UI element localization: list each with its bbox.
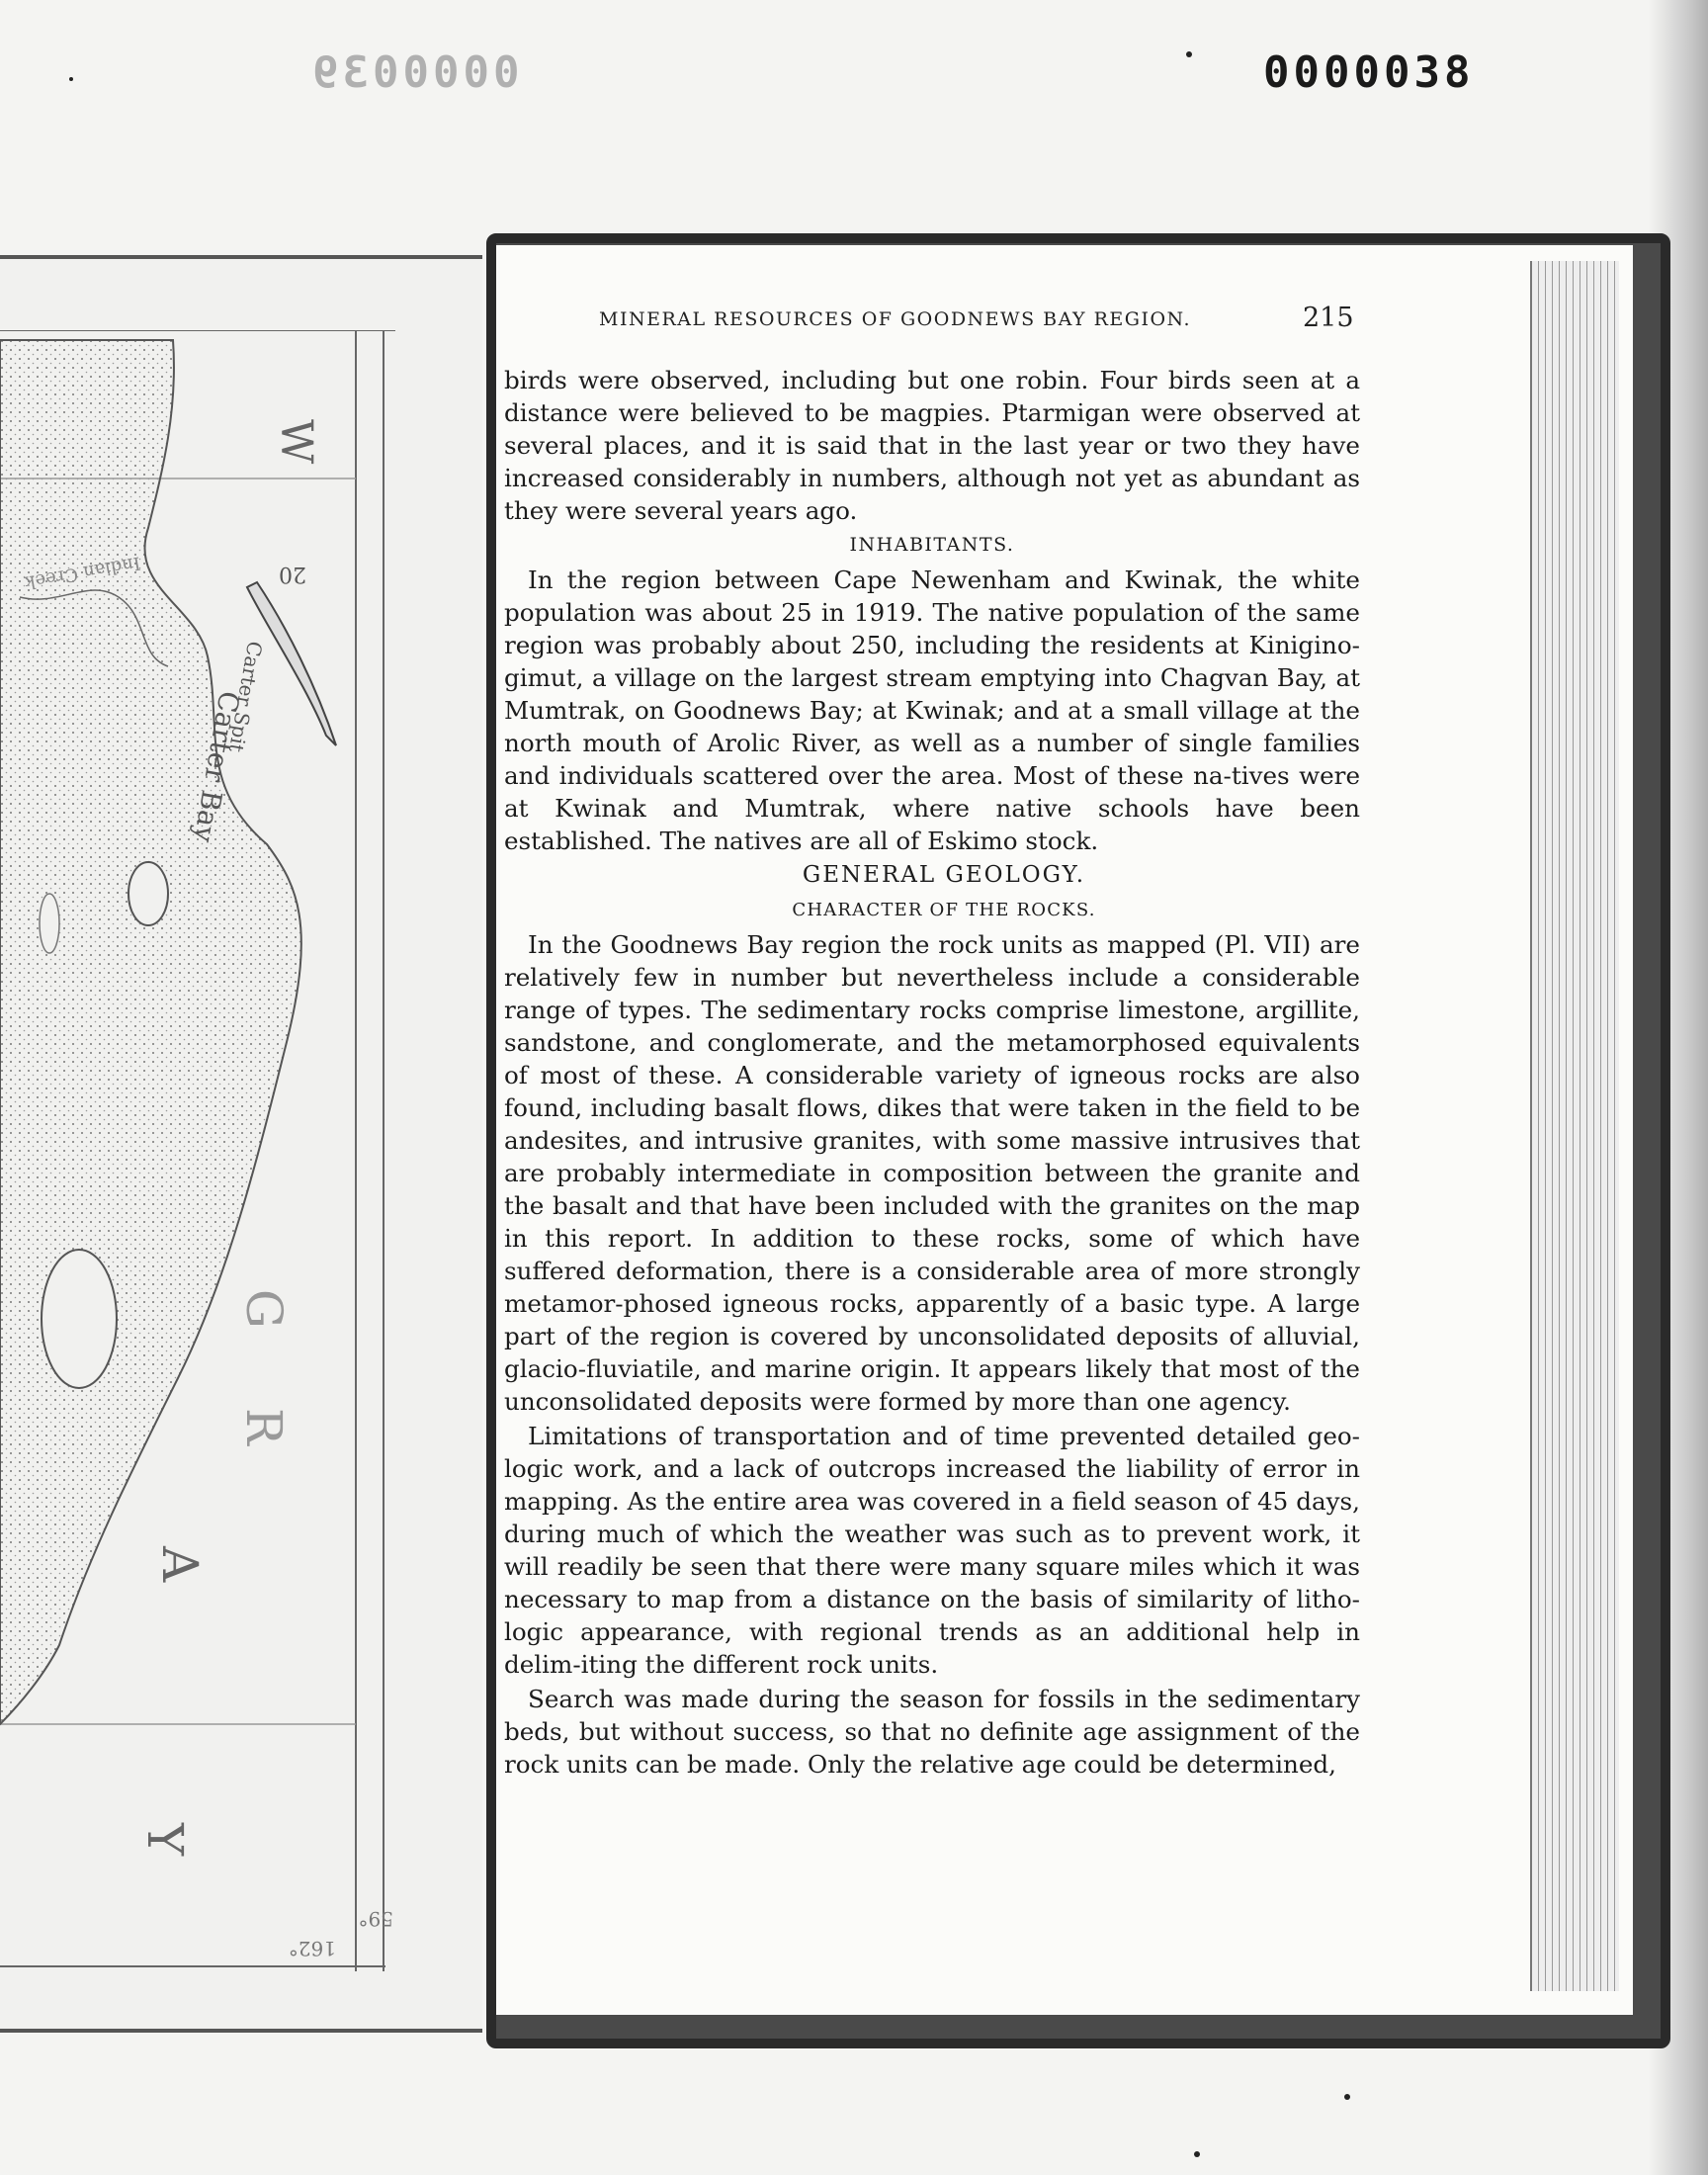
map-label-carter-spit: Carter Spit xyxy=(223,639,268,754)
page-number: 215 xyxy=(1303,303,1354,333)
heading-general-geology: GENERAL GEOLOGY. xyxy=(802,862,1086,888)
scan-speck xyxy=(1186,51,1192,57)
scan-speck xyxy=(1344,2094,1350,2100)
paragraph-search: Search was made during the season for fossils in the sedimentary beds, but without success, so that no definite age assignment of the rock units can be made. Only the relative age could be determined, xyxy=(504,1685,1360,1779)
mirrored-stamp: 0000039 xyxy=(308,47,520,98)
paragraph-limitations: Limitations of transportation and of time prevented detailed geo-logic work, and a lack of outcrops increased the liability of error in mapping. As the entire area was covered in a field season of 45 days, during much of which the weather was such as to prevent work, it will readily be seen that there were many square miles which it was necessary to map from a distance on the basis of similarity of litho-logic appearance, with regional trends as an additional help in delim-iting the different rock units. xyxy=(504,1422,1360,1679)
paragraph-birds: birds were observed, including but one robin. Four birds seen at a distance were believed to be magpies. Ptarmigan were observed at several places, and it is said that in the last year or two they have increased considerably in numbers, although not yet as abundant as they were several years ago. xyxy=(504,366,1360,525)
map-letter-r: R xyxy=(235,1408,293,1445)
paragraph-rocks: In the Goodnews Bay region the rock units as mapped (Pl. VII) are relatively few in number but nevertheless include a considerable range of types. The sedimentary rocks comprise limestone, argillite, sandstone, and conglomerate, and the metamorphosed equivalents of most of these. A considerable variety of igneous rocks are also found, including basalt flows, dikes that were taken in the field to be andesites, and intrusive granites, with some massive intrusives that are probably intermediate in composition between the granite and the basalt and that have been included with the granites on the map in this report. In addition to these rocks, some of which have suffered deformation, there is a considerable area of more strongly metamor-phosed igneous rocks, apparently of a basic type. A large part of the region is covered by unconsolidated deposits of alluvial, glacio-fluviatile, and marine origin. It appears likely that most of the unconsolidated deposits were formed by more than one agency. xyxy=(504,930,1360,1416)
paragraph-inhabitants: In the region between Cape Newenham and Kwinak, the white population was about 25 in 1919. The native population of the same region was probably about 250, including the residents at Kinigino-gimut, a village on the largest stream emptying into Chagvan Bay, at Mumtrak, on Goodnews Bay; at Kwinak; and at a small village at the north mouth of Arolic River, as well as a number of single families and individuals scattered over the area. Most of these na-tives were at Kwinak and Mumtrak, where native schools have been established. The natives are all of Eskimo stock. xyxy=(504,566,1360,855)
map-letter-a: A xyxy=(151,1546,209,1583)
page-id-stamp: 0000038 xyxy=(1263,47,1475,98)
heading-character-of-rocks: CHARACTER OF THE ROCKS. xyxy=(792,900,1096,920)
map-label-lat: 59° xyxy=(358,1907,393,1931)
scan-speck xyxy=(1194,2151,1200,2157)
map-label-lon: 162° xyxy=(288,1937,336,1960)
page-edges xyxy=(1530,261,1619,1991)
map-letter-w: W xyxy=(271,419,321,465)
left-page-map xyxy=(0,255,482,2033)
body-text xyxy=(504,364,1360,1781)
map-label-indian-creek: Indian Creek xyxy=(23,552,142,593)
running-head: MINERAL RESOURCES OF GOODNEWS BAY REGION. xyxy=(599,308,1192,330)
map-letter-g: G xyxy=(235,1289,293,1329)
map-illustration xyxy=(0,330,455,1971)
map-label-twenty: 20 xyxy=(279,562,306,586)
map-letter-y: Y xyxy=(136,1823,194,1857)
map-label-carter-bay: Carter Bay xyxy=(187,688,246,845)
heading-inhabitants: INHABITANTS. xyxy=(849,534,1015,556)
scan-speck xyxy=(69,77,73,81)
